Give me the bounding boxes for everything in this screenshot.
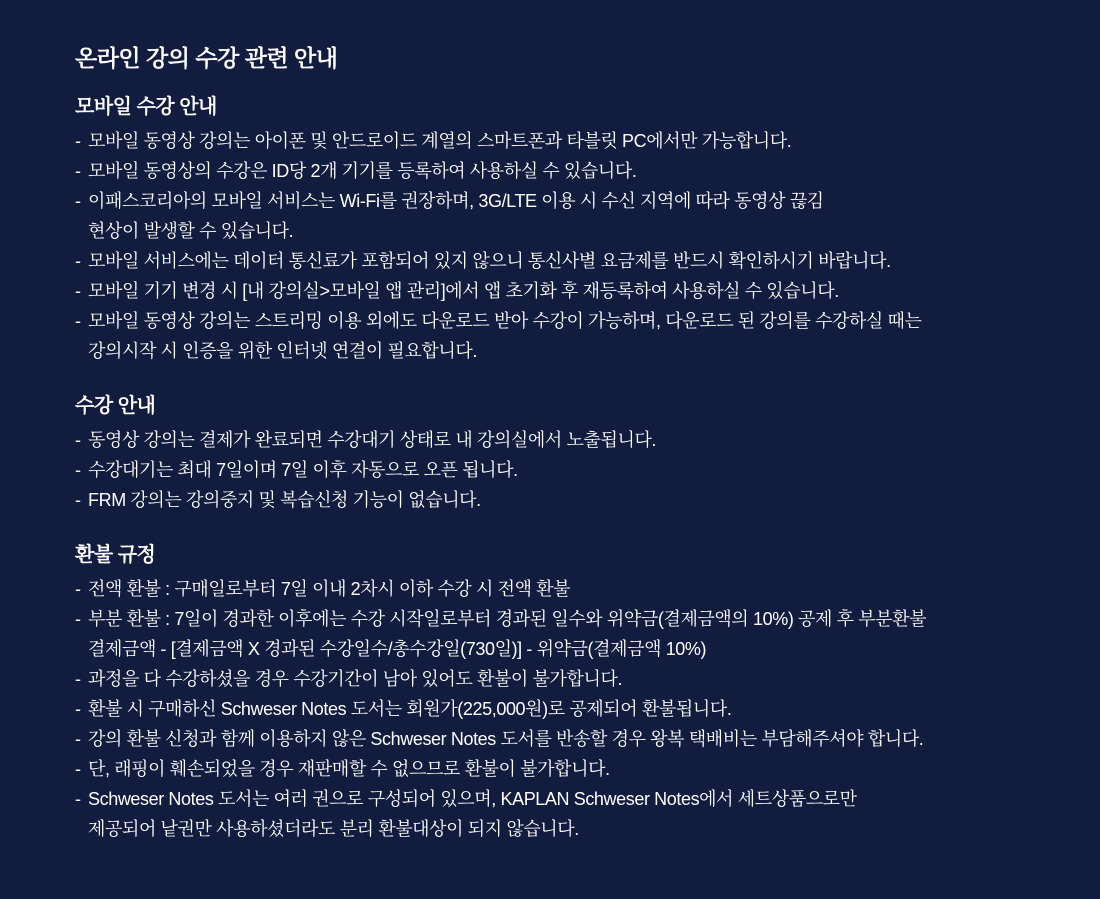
bullet-dash: - xyxy=(75,430,81,450)
notice-line xyxy=(75,694,1045,724)
notice-line xyxy=(75,186,1045,216)
notice-line-continuation xyxy=(75,336,1045,366)
notice-line xyxy=(75,306,1045,336)
bullet-dash: - xyxy=(75,490,81,510)
bullet-dash: - xyxy=(75,579,81,599)
notice-line xyxy=(75,126,1045,156)
notice-line-text: 모바일 기기 변경 시 [내 강의실>모바일 앱 관리]에서 앱 초기화 후 재등록하여 사용하실 수 있습니다. xyxy=(88,281,839,301)
notice-line-continuation xyxy=(75,814,1045,844)
notice-line-text: 전액 환불 : 구매일로부터 7일 이내 2차시 이하 수강 시 전액 환불 xyxy=(88,579,571,599)
notice-line xyxy=(75,156,1045,186)
notice-line xyxy=(75,664,1045,694)
bullet-dash: - xyxy=(75,311,81,331)
notice-line-text: 제공되어 낱권만 사용하셨더라도 분리 환불대상이 되지 않습니다. xyxy=(88,819,579,839)
bullet-dash: - xyxy=(75,699,81,719)
bullet-dash xyxy=(75,336,88,366)
notice-line-text: 단, 래핑이 훼손되었을 경우 재판매할 수 없으므로 환불이 불가합니다. xyxy=(88,759,610,779)
notice-line-text: 모바일 동영상 강의는 아이폰 및 안드로이드 계열의 스마트폰과 타블릿 PC에서만 가능합니다. xyxy=(88,131,792,151)
notice-line xyxy=(75,246,1045,276)
page-title: 온라인 강의 수강 관련 안내 xyxy=(75,45,338,71)
notice-line xyxy=(75,574,1045,604)
notice-line xyxy=(75,455,1045,485)
notice-line xyxy=(75,604,1045,634)
notice-line-text: 환불 시 구매하신 Schweser Notes 도서는 회원가(225,000원)로 공제되어 환불됩니다. xyxy=(88,699,732,719)
bullet-dash: - xyxy=(75,131,81,151)
bullet-dash: - xyxy=(75,609,81,629)
section-heading: 모바일 수강 안내 xyxy=(75,96,217,118)
notice-line-text: 모바일 서비스에는 데이터 통신료가 포함되어 있지 않으니 통신사별 요금제를 반드시 확인하시기 바랍니다. xyxy=(88,251,891,271)
bullet-dash xyxy=(75,814,88,844)
section-heading: 환불 규정 xyxy=(75,544,156,566)
notice-line-text: 수강대기는 최대 7일이며 7일 이후 자동으로 오픈 됩니다. xyxy=(88,460,518,480)
bullet-dash: - xyxy=(75,460,81,480)
notice-line-text: 결제금액 - [결제금액 X 경과된 수강일수/총수강일(730일)] - 위약금(결제금액 10%) xyxy=(88,639,707,659)
notice-line-text: 현상이 발생할 수 있습니다. xyxy=(88,221,294,241)
bullet-dash: - xyxy=(75,729,81,749)
notice-line xyxy=(75,784,1045,814)
bullet-dash: - xyxy=(75,161,81,181)
bullet-dash: - xyxy=(75,281,81,301)
notice-line xyxy=(75,276,1045,306)
notice-section xyxy=(75,394,1045,515)
notice-content xyxy=(75,95,1045,844)
bullet-dash: - xyxy=(75,759,81,779)
notice-line-text: 강의시작 시 인증을 위한 인터넷 연결이 필요합니다. xyxy=(88,341,477,361)
bullet-dash xyxy=(75,634,88,664)
notice-line-text: 강의 환불 신청과 함께 이용하지 않은 Schweser Notes 도서를 반송할 경우 왕복 택배비는 부담해주셔야 합니다. xyxy=(88,729,924,749)
section-heading: 수강 안내 xyxy=(75,395,156,417)
notice-line-text: 동영상 강의는 결제가 완료되면 수강대기 상태로 내 강의실에서 노출됩니다. xyxy=(88,430,657,450)
notice-line xyxy=(75,724,1045,754)
notice-line xyxy=(75,485,1045,515)
notice-line-text: 이패스코리아의 모바일 서비스는 Wi-Fi를 권장하며, 3G/LTE 이용 시 수신 지역에 따라 동영상 끊김 xyxy=(88,191,824,211)
notice-line-continuation xyxy=(75,634,1045,664)
notice-section xyxy=(75,95,1045,366)
notice-line-text: 과정을 다 수강하셨을 경우 수강기간이 남아 있어도 환불이 불가합니다. xyxy=(88,669,623,689)
notice-line-text: Schweser Notes 도서는 여러 권으로 구성되어 있으며, KAPLAN Schweser Notes에서 세트상품으로만 xyxy=(88,789,857,809)
notice-line-text: 모바일 동영상의 수강은 ID당 2개 기기를 등록하여 사용하실 수 있습니다. xyxy=(88,161,637,181)
notice-line xyxy=(75,425,1045,455)
notice-line-text: 모바일 동영상 강의는 스트리밍 이용 외에도 다운로드 받아 수강이 가능하며, 다운로드 된 강의를 수강하실 때는 xyxy=(88,311,922,331)
notice-line xyxy=(75,754,1045,784)
notice-line-text: FRM 강의는 강의중지 및 복습신청 기능이 없습니다. xyxy=(88,490,481,510)
notice-line-continuation xyxy=(75,216,1045,246)
bullet-dash: - xyxy=(75,789,81,809)
notice-section xyxy=(75,543,1045,844)
bullet-dash xyxy=(75,216,88,246)
bullet-dash: - xyxy=(75,251,81,271)
bullet-dash: - xyxy=(75,669,81,689)
bullet-dash: - xyxy=(75,191,81,211)
notice-line-text: 부분 환불 : 7일이 경과한 이후에는 수강 시작일로부터 경과된 일수와 위약금(결제금액의 10%) 공제 후 부분환불 xyxy=(88,609,927,629)
